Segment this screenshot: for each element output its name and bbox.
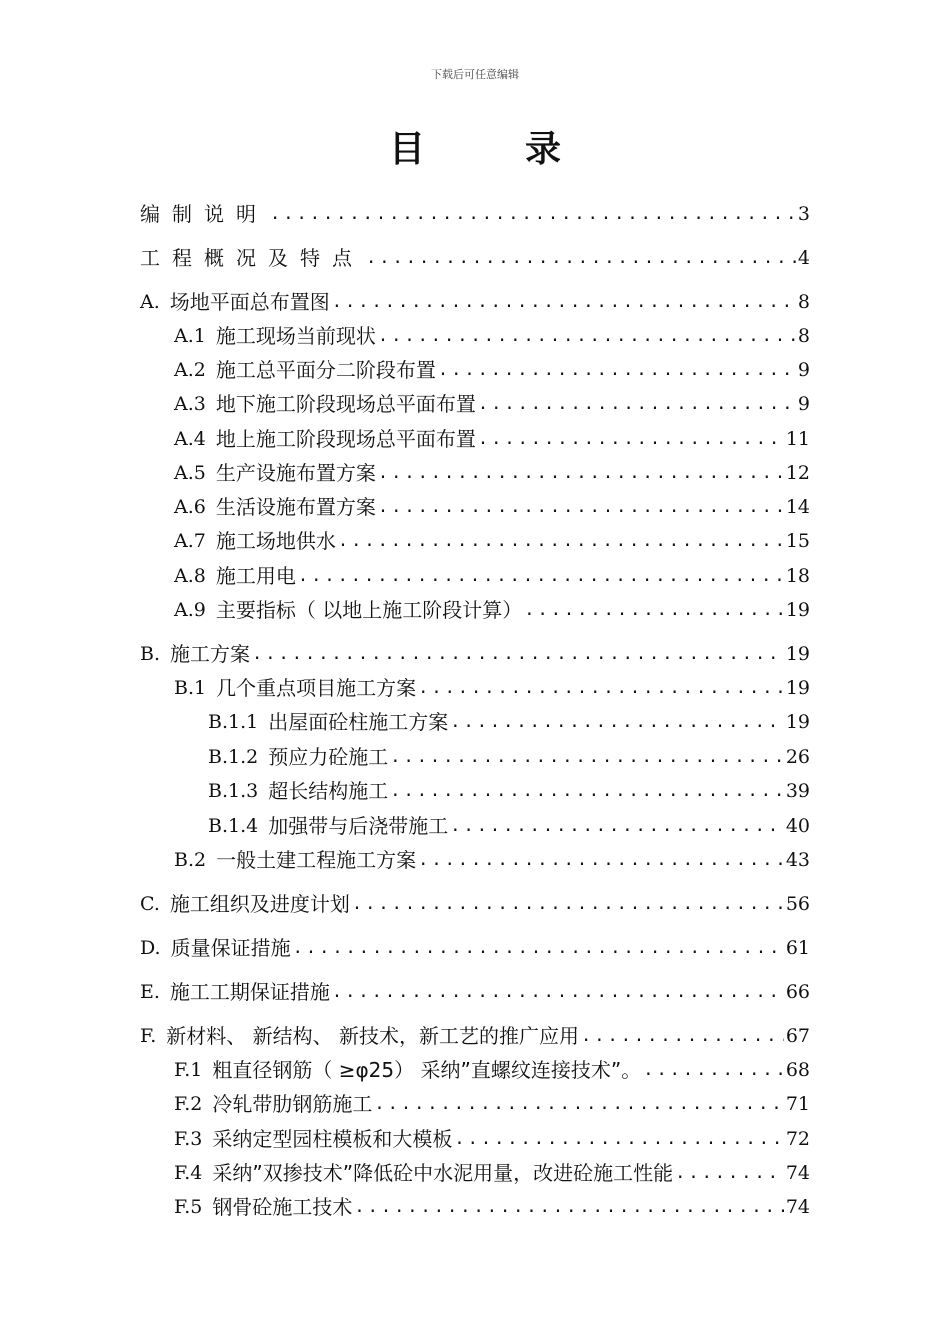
toc-entry-page: 11 — [785, 428, 810, 450]
dot-leader — [390, 779, 784, 803]
dot-leader — [450, 710, 784, 734]
toc-entry-title: 冷轧带肋钢筋施工 — [212, 1092, 373, 1116]
toc-entry-title: 一般土建工程施工方案 — [216, 848, 417, 872]
toc-entry-number: E. — [140, 981, 160, 1003]
dot-leader — [478, 392, 796, 416]
toc-entry-page: 19 — [785, 677, 810, 699]
dot-leader — [332, 980, 784, 1004]
toc-entry — [174, 352, 810, 382]
toc-entry — [174, 1121, 810, 1151]
toc-entry-number: B.1 — [174, 677, 207, 699]
toc-entry-number: F.1 — [174, 1059, 203, 1081]
toc-entry-page: 66 — [785, 981, 810, 1003]
header-note: 下载后可任意编辑 — [431, 68, 519, 81]
toc-entry-number: F.5 — [174, 1196, 203, 1218]
dot-leader — [270, 202, 796, 226]
dot-leader — [675, 1161, 784, 1185]
toc-entry-number: B.1.1 — [208, 711, 259, 733]
toc-entry-page: 74 — [785, 1196, 810, 1218]
toc-entry — [174, 1052, 810, 1082]
toc-entry — [174, 489, 810, 519]
dot-leader — [374, 1092, 783, 1116]
toc-entry-number: A.3 — [174, 393, 206, 415]
toc-entry-title: 主要指标（ 以地上施工阶段计算） — [215, 598, 523, 622]
toc-entry-page: 9 — [797, 359, 810, 381]
dot-leader — [338, 529, 784, 553]
toc-entry-title: 钢骨砼施工技术 — [212, 1195, 353, 1219]
toc-entry-page: 61 — [785, 937, 810, 959]
toc-entry-number: B. — [140, 643, 161, 665]
toc-entry — [174, 318, 810, 348]
toc-entry-title: 出屋面砼柱施工方案 — [268, 710, 449, 734]
toc-entry-title: 地下施工阶段现场总平面布置 — [215, 392, 476, 416]
dot-leader — [450, 814, 784, 838]
toc-entry-title: 新材料、 新结构、 新技术，新工艺的推广应用 — [166, 1024, 579, 1048]
toc-entry-title: 几个重点项目施工方案 — [216, 676, 417, 700]
toc-entry-number: A.6 — [174, 496, 206, 518]
toc-entry-title: 生产设施布置方案 — [215, 461, 376, 485]
dot-leader — [418, 848, 784, 872]
dot-leader — [332, 290, 796, 314]
dot-leader — [581, 1024, 784, 1048]
toc-entry — [174, 386, 810, 416]
toc-entry — [140, 1018, 810, 1048]
toc-entry — [174, 592, 810, 622]
toc-entry — [174, 455, 810, 485]
dot-leader — [354, 1195, 783, 1219]
toc-entry-title: 质量保证措施 — [170, 936, 291, 960]
toc-entry — [208, 704, 810, 734]
dot-leader — [252, 642, 784, 666]
toc-entry-title: 采纳”双掺技术”降低砼中水泥用量，改进砼施工性能 — [212, 1161, 674, 1185]
toc-entry-page: 72 — [785, 1128, 810, 1150]
toc-entry — [140, 284, 810, 314]
toc-entry-page: 56 — [785, 893, 810, 915]
dot-leader — [390, 745, 784, 769]
toc-entry-number: B.2 — [174, 849, 207, 871]
toc-entry-number: A. — [140, 291, 160, 313]
toc-entry-title: 工程概况及特点 — [140, 246, 364, 270]
toc-entry — [208, 773, 810, 803]
toc-entry-page: 3 — [797, 203, 810, 225]
dot-leader — [378, 495, 784, 519]
toc-entry — [174, 1155, 810, 1185]
dot-leader — [352, 892, 784, 916]
toc-entry-title: 施工工期保证措施 — [169, 980, 330, 1004]
toc-entry-number: A.5 — [174, 462, 206, 484]
toc-entry — [208, 808, 810, 838]
toc-entry — [208, 739, 810, 769]
toc-entry-title: 粗直径钢筋（ ≥φ25） 采纳”直螺纹连接技术”。 — [212, 1058, 642, 1082]
toc-entry-number: A.7 — [174, 530, 206, 552]
toc-entry-page: 67 — [785, 1025, 810, 1047]
toc-entry-number: B.1.4 — [208, 815, 259, 837]
toc-entry-title: 预应力砼施工 — [268, 745, 389, 769]
toc-entry-title: 超长结构施工 — [268, 779, 389, 803]
toc-entry-title: 生活设施布置方案 — [215, 495, 376, 519]
dot-leader — [378, 461, 784, 485]
toc-entry — [174, 842, 810, 872]
toc-entry-page: 14 — [785, 496, 810, 518]
toc-entry-title: 地上施工阶段现场总平面布置 — [215, 427, 476, 451]
toc-entry-number: B.1.2 — [208, 746, 259, 768]
toc-entry — [140, 930, 810, 960]
dot-leader — [293, 936, 784, 960]
toc-entry-page: 74 — [785, 1162, 810, 1184]
toc-entry — [174, 558, 810, 588]
toc-entry — [140, 240, 810, 270]
toc-entry-page: 39 — [785, 780, 810, 802]
toc-entry — [174, 670, 810, 700]
toc-entry-number: C. — [140, 893, 160, 915]
dot-leader — [378, 324, 796, 348]
toc-entry-number: F.3 — [174, 1128, 203, 1150]
toc-entry-title: 施工总平面分二阶段布置 — [215, 358, 436, 382]
toc-entry-number: F. — [140, 1025, 157, 1047]
toc-entry-title: 加强带与后浇带施工 — [268, 814, 449, 838]
toc-entry-title: 施工组织及进度计划 — [169, 892, 350, 916]
toc-entry-page: 8 — [797, 325, 810, 347]
toc-entry-page: 4 — [797, 247, 810, 269]
toc-entry-title: 施工现场当前现状 — [215, 324, 376, 348]
dot-leader — [418, 676, 784, 700]
toc-entry — [140, 636, 810, 666]
toc-entry-page: 9 — [797, 393, 810, 415]
toc-entry-page: 19 — [785, 599, 810, 621]
toc-entry-title: 施工用电 — [215, 564, 296, 588]
toc-entry-number: D. — [140, 937, 161, 959]
toc-entry-page: 19 — [785, 711, 810, 733]
toc-entry-number: F.4 — [174, 1162, 203, 1184]
toc-entry-page: 26 — [785, 746, 810, 768]
toc-entry-page: 43 — [785, 849, 810, 871]
toc-title: 目录 — [388, 129, 661, 170]
toc-entry-number: B.1.3 — [208, 780, 259, 802]
toc-entry-number: A.8 — [174, 565, 206, 587]
toc-entry-page: 68 — [785, 1059, 810, 1081]
toc-entry-number: A.2 — [174, 359, 206, 381]
toc-entry-page: 19 — [785, 643, 810, 665]
toc-entry-title: 场地平面总布置图 — [169, 290, 330, 314]
toc-entry-page: 8 — [797, 291, 810, 313]
toc-entry — [174, 421, 810, 451]
toc-entry-number: A.1 — [174, 325, 206, 347]
toc-entry-title: 施工场地供水 — [215, 529, 336, 553]
toc-entry-page: 12 — [785, 462, 810, 484]
toc-entry — [174, 1086, 810, 1116]
toc-entry-number: A.9 — [174, 599, 206, 621]
dot-leader — [298, 564, 784, 588]
toc-entry-number: F.2 — [174, 1093, 203, 1115]
toc-entry-page: 15 — [785, 530, 810, 552]
dot-leader — [478, 427, 784, 451]
toc-entry — [140, 196, 810, 226]
toc-entry — [174, 523, 810, 553]
dot-leader — [524, 598, 784, 622]
toc-entry-page: 18 — [785, 565, 810, 587]
toc-entry-title: 采纳定型园柱模板和大模板 — [212, 1127, 453, 1151]
dot-leader — [643, 1058, 784, 1082]
dot-leader — [366, 246, 796, 270]
toc-entry-title: 编制说明 — [140, 202, 268, 226]
toc-entry-title: 施工方案 — [170, 642, 251, 666]
toc-entry — [140, 974, 810, 1004]
toc-entry-page: 71 — [785, 1093, 810, 1115]
toc-entry — [174, 1189, 810, 1219]
toc-entry-page: 40 — [785, 815, 810, 837]
toc-entry — [140, 886, 810, 916]
dot-leader — [454, 1127, 783, 1151]
toc-entry-number: A.4 — [174, 428, 206, 450]
dot-leader — [438, 358, 796, 382]
